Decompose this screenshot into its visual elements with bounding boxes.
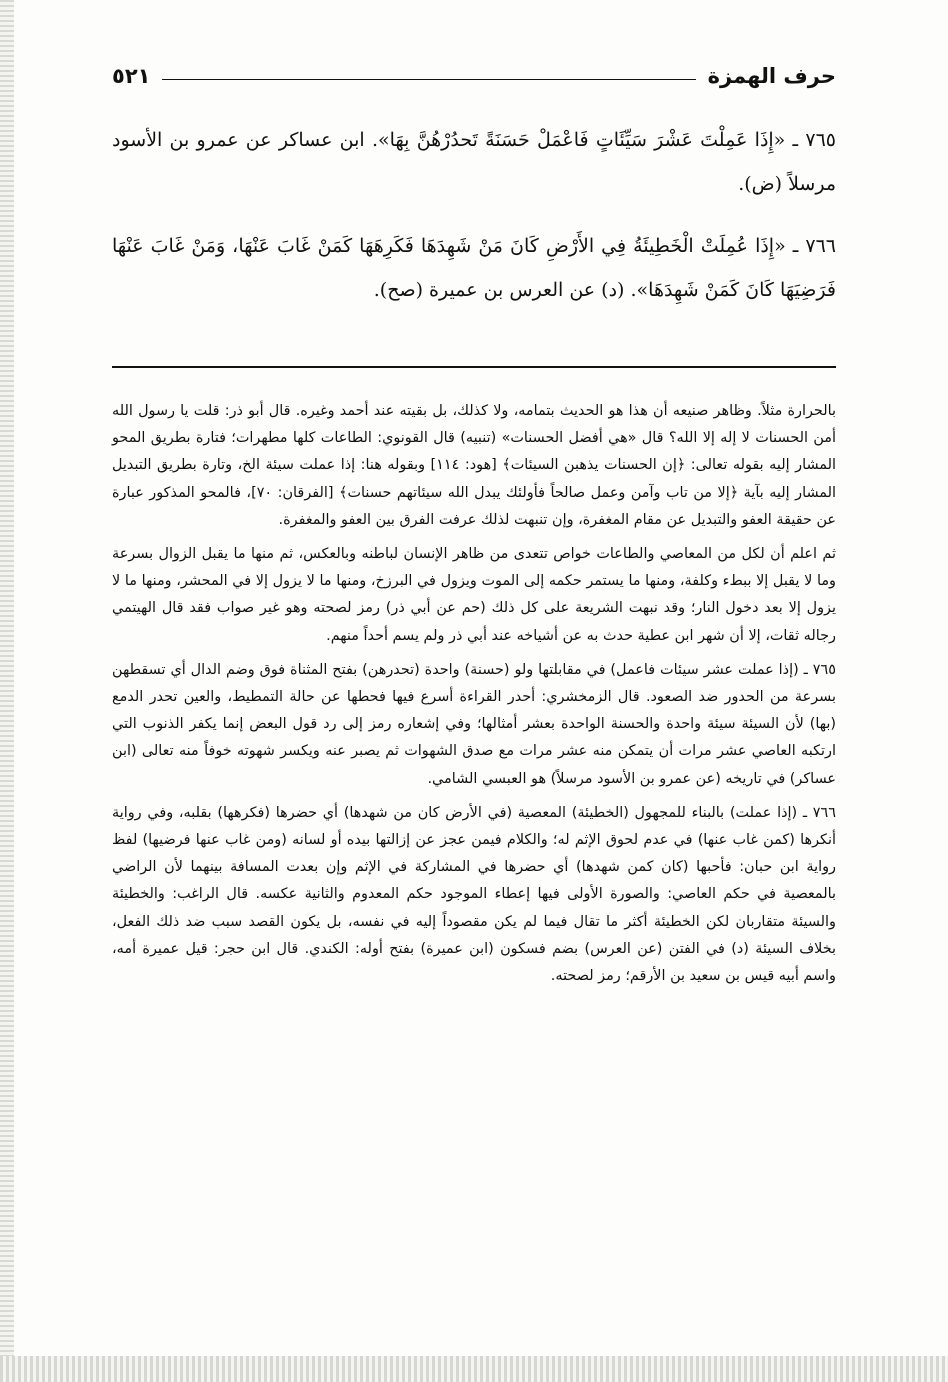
page-number: ٥٢١ [112,64,151,88]
hadith-section [112,118,836,330]
commentary-paragraph: ٧٦٦ ـ (إذا عملت) بالبناء للمجهول (الخطيئة) المعصية (في الأرض كان من شهدها) أي حضرها (فكرهها) بقلبه، وفي رواية أنكرها (كمن غاب عنها) في عدم لحوق الإثم له؛ والكلام فيمن عجز عن إزالتها بيده أو لسانه (ومن غاب عنها فرضيها) لفظ رواية ابن حبان: فأحبها (كان كمن شهدها) أي حضرها في المشاركة في الإثم وإن بعدت المسافة بينهما لأن الراضي بالمعصية في حكم العاصي: والصورة الأولى فيها إعطاء الموجود حكم المعدوم والثانية عكسه. قال الراغب: والخطيئة والسيئة متقاربان لكن الخطيئة أكثر ما تقال فيما لم يكن مقصوداً إليه في نفسه، بل يكون القصد سبب ضد ذلك الفعل، بخلاف السيئة (د) في الفتن (عن العرس) بضم فسكون (ابن عميرة) بفتح أوله: الكندي. قال ابن حجر: قيل عميرة أمه، واسم أبيه قيس بن سعيد بن الأرقم؛ رمز لصحته. [112,804,836,985]
hadith-765: ٧٦٥ ـ «إِذَا عَمِلْتَ عَشْرَ سَيِّئَاتٍ فَاعْمَلْ حَسَنَةً تَحدُرْهُنَّ بِهَا». ابن عساكر عن عمرو بن الأسود مرسلاً (ض). [112,129,836,195]
commentary-paragraph: بالحرارة مثلاً. وظاهر صنيعه أن هذا هو الحديث بتمامه، ولا كذلك، بل بقيته عند أحمد وغيره. قال أبو ذر: قلت يا رسول الله أمن الحسنات لا إله إلا الله؟ قال «هي أفضل الحسنات» (تنبيه) قال القونوي: الطاعات كلها مطهرات؛ فتارة بطريق المحو المشار إليه بقوله تعالى: ﴿إن الحسنات يذهبن السيئات﴾ [هود: ١١٤] وبقوله هنا: إذا عملت سيئة الخ، وتارة بطريق التبديل المشار إليه بآية ﴿إلا من تاب وآمن وعمل صالحاً فأولئك يبدل الله سيئاتهم حسنات﴾ [الفرقان: ٧٠]، فالمحو المذكور عبارة عن حقيقة العفو والتبديل عن مقام المغفرة، وإن تنبهت لذلك عرفت الفرق بين العفو والمغفرة. [112,403,836,528]
hadith-766: ٧٦٦ ـ «إِذَا عُمِلَتْ الْخَطِيئَةُ فِي الأَرْضِ كَانَ مَنْ شَهِدَهَا فَكَرِهَهَا كَمَنْ غَابَ عَنْهَا، وَمَنْ غَابَ عَنْهَا فَرَضِيَهَا كَانَ كَمَنْ شَهِدَهَا». (د) عن العرس بن عميرة (صح). [112,235,836,301]
page-header [112,58,836,94]
scan-edge-left [0,0,14,1382]
running-title: حرف الهمزة [707,64,836,88]
commentary-paragraph: ٧٦٥ ـ (إذا عملت عشر سيئات فاعمل) في مقابلتها ولو (حسنة) واحدة (تحدرهن) بفتح المثناة فوق وضم الدال أي تسقطهن بسرعة من الحدور ضد الصعود. قال الزمخشري: أحدر القراءة أسرع فيها فحطها عن حالة التمطيط، والعين تحدر الدمع (بها) لأن السيئة سيئة واحدة والحسنة الواحدة بعشر أمثالها؛ وفي إشعاره رمز إلى رد قول البعض إنما يكفر الذنوب التي ارتكبه العاصي عشر مرات أن يتمكن منه عشر مرات مع صدق الشهوات ثم يصبر عنه ويكسر شهوته خوفاً منه تعالى (ابن عساكر) في تاريخه (عن عمرو بن الأسود مرسلاً) هو العبسي الشامي. [112,661,836,787]
commentary-paragraph: ثم اعلم أن لكل من المعاصي والطاعات خواص تتعدى من ظاهر الإنسان لباطنه وبالعكس، ثم منها ما يقبل الزوال بسرعة وما لا يقبل إلا ببطء وكلفة، ومنها ما يستمر حكمه إلى الموت ويزول في البرزخ، ومنها ما لا يزول إلا في المحشر، ومنها ما لا يزول إلا بعد دخول النار؛ وقد نبهت الشريعة على كل ذلك (حم عن أبي ذر) رمز لصحته وهو غير صواب فقد قال الهيتمي رجاله ثقات، إلا أن شهر ابن عطية حدث به عن أشياخه عند أبي ذر ولم يسم أحداً منهم. [112,546,836,644]
scan-edge-bottom [0,1356,948,1382]
section-separator [112,366,836,368]
header-rule [162,79,695,80]
commentary-section [112,398,836,997]
